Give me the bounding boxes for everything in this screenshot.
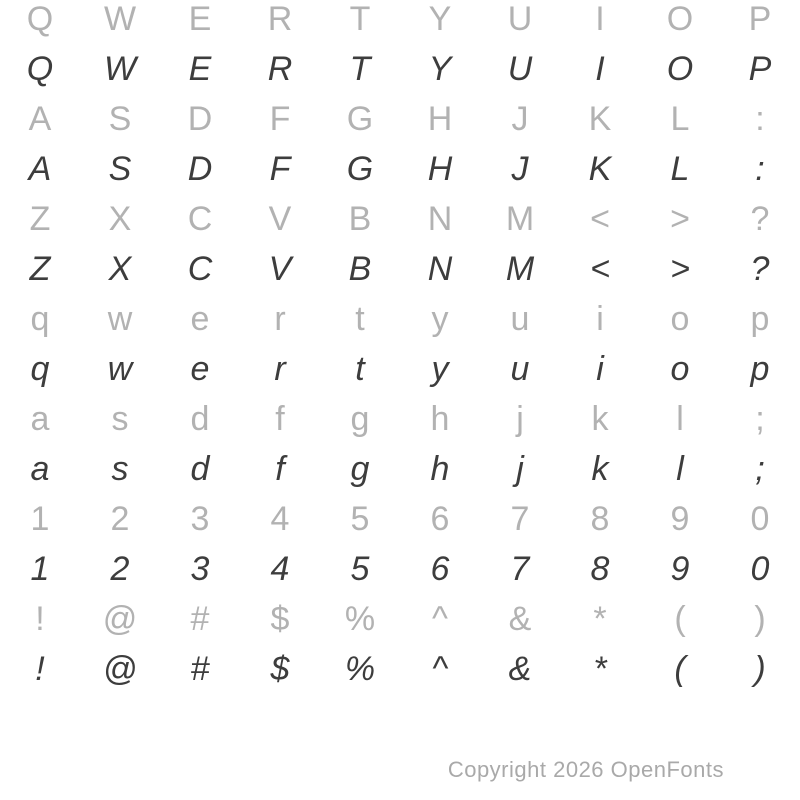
glyph-cell: k	[591, 400, 609, 438]
glyph-cell: u	[510, 350, 530, 388]
glyph-cell: <	[590, 250, 610, 288]
glyph-cell: W	[103, 0, 137, 38]
glyph-cell: y	[431, 300, 449, 338]
glyph-cell: ?	[750, 200, 770, 238]
glyph-cell: E	[188, 50, 212, 88]
glyph-cell: V	[268, 200, 292, 238]
glyph-cell: d	[190, 450, 210, 488]
glyph-cell: a	[30, 400, 50, 438]
glyph-cell: I	[595, 0, 605, 38]
glyph-row-italic	[0, 44, 800, 94]
glyph-cell: V	[268, 250, 292, 288]
glyph-cell: D	[187, 150, 213, 188]
glyph-cell: R	[267, 50, 293, 88]
glyph-cell: ;	[755, 400, 765, 438]
glyph-cell: 5	[350, 550, 370, 588]
glyph-cell: ^	[432, 600, 448, 638]
glyph-cell: 9	[670, 550, 690, 588]
glyph-cell: M	[505, 250, 535, 288]
glyph-cell: e	[190, 300, 210, 338]
glyph-cell: h	[430, 400, 450, 438]
glyph-cell: l	[676, 450, 684, 488]
glyph-cell: j	[516, 450, 524, 488]
glyph-cell: 1	[30, 550, 50, 588]
copyright-text: Copyright 2026 OpenFonts	[447, 757, 724, 782]
glyph-cell: 6	[430, 550, 450, 588]
glyph-cell: 7	[510, 500, 530, 538]
glyph-cell: Q	[26, 50, 54, 88]
glyph-cell: >	[670, 250, 690, 288]
glyph-cell: Y	[428, 0, 452, 38]
glyph-cell: g	[350, 450, 370, 488]
glyph-cell: E	[188, 0, 212, 38]
glyph-row-italic	[0, 144, 800, 194]
glyph-cell: #	[190, 600, 210, 638]
glyph-cell: H	[427, 150, 453, 188]
glyph-cell: p	[750, 300, 770, 338]
glyph-cell: &	[508, 650, 532, 688]
glyph-cell: L	[670, 150, 690, 188]
glyph-cell: d	[190, 400, 210, 438]
glyph-cell: B	[348, 250, 372, 288]
glyph-cell: q	[30, 300, 50, 338]
glyph-cell: p	[750, 350, 770, 388]
glyph-row-italic	[0, 244, 800, 294]
glyph-cell: w	[107, 350, 133, 388]
glyph-cell: y	[431, 350, 449, 388]
glyph-cell: 0	[750, 500, 770, 538]
glyph-row-italic	[0, 444, 800, 494]
glyph-cell: 8	[590, 550, 610, 588]
glyph-row-italic	[0, 644, 800, 694]
glyph-cell: 4	[270, 550, 290, 588]
glyph-cell: S	[108, 150, 132, 188]
glyph-cell: G	[346, 100, 374, 138]
glyph-cell: <	[590, 200, 610, 238]
glyph-cell: )	[754, 650, 766, 688]
glyph-row-gray	[0, 594, 800, 644]
glyph-cell: 3	[190, 550, 210, 588]
glyph-cell: @	[102, 600, 138, 638]
glyph-cell: j	[516, 400, 524, 438]
glyph-cell: #	[190, 650, 210, 688]
glyph-cell: G	[346, 150, 374, 188]
glyph-cell: 2	[110, 550, 130, 588]
glyph-cell: F	[269, 150, 291, 188]
glyph-cell: X	[108, 250, 132, 288]
glyph-cell: P	[748, 0, 772, 38]
glyph-cell: ^	[432, 650, 448, 688]
glyph-row-gray	[0, 194, 800, 244]
glyph-cell: U	[507, 50, 533, 88]
glyph-cell: 4	[270, 500, 290, 538]
glyph-cell: 3	[190, 500, 210, 538]
glyph-cell: M	[505, 200, 535, 238]
glyph-cell: 7	[510, 550, 530, 588]
glyph-row-gray	[0, 0, 800, 44]
glyph-cell: 6	[430, 500, 450, 538]
glyph-cell: W	[103, 50, 137, 88]
glyph-cell: N	[427, 250, 453, 288]
glyph-cell: 1	[30, 500, 50, 538]
glyph-cell: ;	[755, 450, 765, 488]
glyph-cell: i	[596, 350, 604, 388]
glyph-cell: R	[267, 0, 293, 38]
glyph-cell: %	[344, 600, 376, 638]
glyph-row-gray	[0, 494, 800, 544]
glyph-cell: Q	[26, 0, 54, 38]
glyph-cell: (	[674, 650, 686, 688]
glyph-cell: A	[28, 150, 52, 188]
glyph-cell: J	[511, 100, 529, 138]
glyph-cell: T	[349, 0, 371, 38]
glyph-cell: 5	[350, 500, 370, 538]
glyph-cell: N	[427, 200, 453, 238]
glyph-cell: (	[674, 600, 686, 638]
glyph-cell: K	[588, 150, 612, 188]
glyph-cell: *	[593, 650, 607, 688]
glyph-cell: >	[670, 200, 690, 238]
glyph-cell: &	[508, 600, 532, 638]
glyph-cell: O	[666, 50, 694, 88]
glyph-cell: !	[35, 600, 45, 638]
glyph-cell: D	[187, 100, 213, 138]
glyph-cell: 9	[670, 500, 690, 538]
glyph-cell: X	[108, 200, 132, 238]
glyph-cell: i	[596, 300, 604, 338]
glyph-cell: t	[355, 350, 365, 388]
glyph-cell: @	[102, 650, 138, 688]
glyph-cell: w	[107, 300, 133, 338]
glyph-cell: A	[28, 100, 52, 138]
glyph-cell: u	[510, 300, 530, 338]
glyph-cell: %	[344, 650, 376, 688]
glyph-cell: C	[187, 250, 213, 288]
glyph-cell: J	[511, 150, 529, 188]
glyph-cell: a	[30, 450, 50, 488]
glyph-cell: T	[349, 50, 371, 88]
glyph-cell: 2	[110, 500, 130, 538]
glyph-cell: t	[355, 300, 365, 338]
glyph-cell: k	[591, 450, 609, 488]
glyph-cell: ?	[750, 250, 770, 288]
glyph-cell: q	[30, 350, 50, 388]
glyph-cell: $	[270, 600, 290, 638]
glyph-cell: r	[274, 350, 286, 388]
glyph-cell: Z	[29, 200, 51, 238]
glyph-cell: )	[754, 600, 766, 638]
glyph-cell: s	[111, 450, 129, 488]
glyph-cell: g	[350, 400, 370, 438]
glyph-cell: !	[35, 650, 45, 688]
glyph-cell: e	[190, 350, 210, 388]
glyph-row-gray	[0, 294, 800, 344]
glyph-cell: F	[269, 100, 291, 138]
glyph-row-italic	[0, 544, 800, 594]
glyph-cell: H	[427, 100, 453, 138]
glyph-cell: :	[755, 100, 765, 138]
glyph-cell: 8	[590, 500, 610, 538]
glyph-cell: O	[666, 0, 694, 38]
glyph-cell: o	[670, 300, 690, 338]
glyph-cell: U	[507, 0, 533, 38]
glyph-cell: $	[270, 650, 290, 688]
glyph-cell: s	[111, 400, 129, 438]
glyph-row-italic	[0, 344, 800, 394]
glyph-cell: *	[593, 600, 607, 638]
glyph-cell: I	[595, 50, 605, 88]
glyph-cell: o	[670, 350, 690, 388]
glyph-cell: h	[430, 450, 450, 488]
glyph-cell: S	[108, 100, 132, 138]
glyph-cell: Z	[29, 250, 51, 288]
glyph-cell: K	[588, 100, 612, 138]
glyph-cell: P	[748, 50, 772, 88]
glyph-cell: r	[274, 300, 286, 338]
glyph-cell: 0	[750, 550, 770, 588]
glyph-row-gray	[0, 394, 800, 444]
glyph-cell: :	[755, 150, 765, 188]
glyph-cell: Y	[428, 50, 452, 88]
glyph-cell: f	[275, 400, 285, 438]
glyph-cell: B	[348, 200, 372, 238]
glyph-cell: L	[670, 100, 690, 138]
glyph-cell: l	[676, 400, 684, 438]
glyph-cell: f	[275, 450, 285, 488]
glyph-row-gray	[0, 94, 800, 144]
glyph-cell: C	[187, 200, 213, 238]
